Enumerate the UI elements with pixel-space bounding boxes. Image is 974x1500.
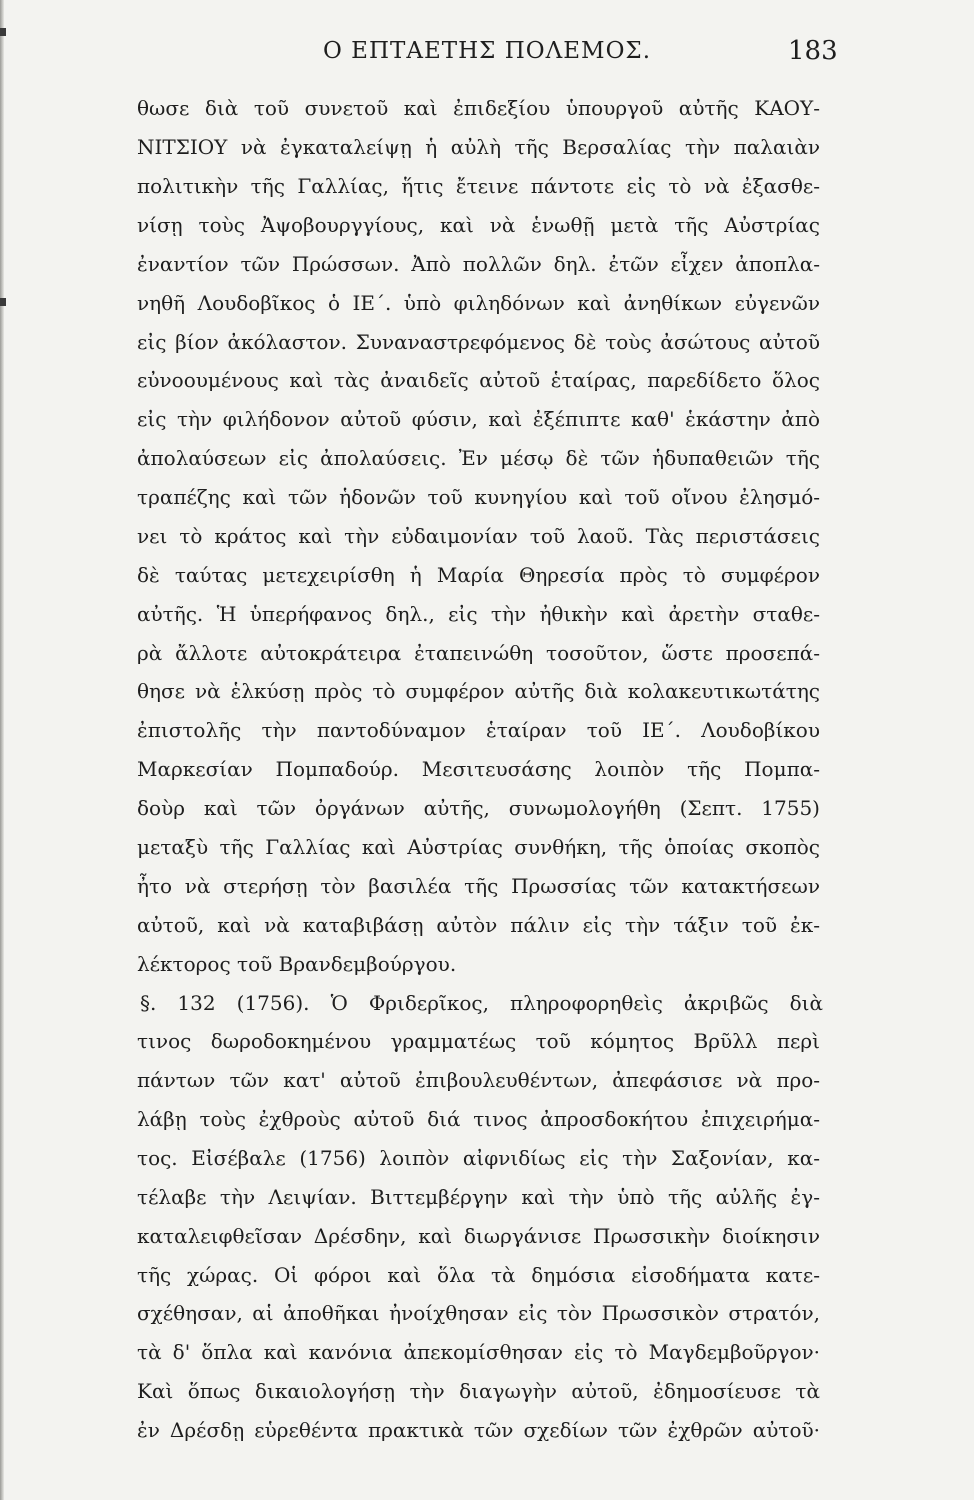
text-line: Μαρκεσίαν Πομπαδούρ. Μεσιτευσάσης λοιπὸν τῆς Πομπα- bbox=[137, 757, 820, 781]
text-line: νηθῆ Λουδοβῖκος ὁ ΙΕ΄. ὑπὸ φιληδόνων καὶ ἀνηθίκων εὐγενῶν bbox=[137, 291, 820, 315]
text-line: ἦτο νὰ στερήσῃ τὸν βασιλέα τῆς Πρωσσίας τῶν κατακτήσεων bbox=[137, 874, 820, 898]
text-line: τινος δωροδοκημένου γραμματέως τοῦ κόμητος Βρῦλλ περὶ bbox=[137, 1029, 820, 1053]
running-header: Ο ΕΠΤΑΕΤΗΣ ΠΟΛΕΜΟΣ. bbox=[322, 38, 652, 64]
text-line: Καὶ ὅπως δικαιολογήσῃ τὴν διαγωγὴν αὐτοῦ, ἐδημοσίευσε τὰ bbox=[137, 1379, 820, 1403]
text-line: τὰ δ' ὅπλα καὶ κανόνια ἀπεκομίσθησαν εἰς τὸ Μαγδεμβοῦργον· bbox=[137, 1340, 820, 1364]
text-line: πάντων τῶν κατ' αὐτοῦ ἐπιβουλευθέντων, ἀπεφάσισε νὰ προ- bbox=[137, 1068, 820, 1092]
text-line: ἐναντίον τῶν Πρώσσων. Ἀπὸ πολλῶν δηλ. ἐτῶν εἶχεν ἀποπλα- bbox=[137, 252, 820, 276]
text-line: δὲ ταύτας μετεχειρίσθη ἡ Μαρία Θηρεσία πρὸς τὸ συμφέρον bbox=[137, 563, 820, 587]
text-line: ΝΙΤΣΙΟΥ νὰ ἐγκαταλείψῃ ἡ αὐλὴ τῆς Βερσαλίας τὴν παλαιὰν bbox=[137, 135, 820, 159]
text-line: λάβῃ τοὺς ἐχθροὺς αὐτοῦ διά τινος ἀπροσδοκήτου ἐπιχειρήμα- bbox=[137, 1107, 820, 1131]
text-line: νει τὸ κράτος καὶ τὴν εὐδαιμονίαν τοῦ λαοῦ. Τὰς περιστάσεις bbox=[137, 524, 820, 548]
text-line: δοὺρ καὶ τῶν ὀργάνων αὐτῆς, συνωμολογήθη (Σεπτ. 1755) bbox=[137, 796, 820, 820]
text-line: μεταξὺ τῆς Γαλλίας καὶ Αὐστρίας συνθήκη, τῆς ὁποίας σκοπὸς bbox=[137, 835, 820, 859]
text-line: ρὰ ἄλλοτε αὐτοκράτειρα ἐταπεινώθη τοσοῦτον, ὥστε προσεπά- bbox=[137, 641, 820, 665]
text-line: νίσῃ τοὺς Ἀψοβουργγίους, καὶ νὰ ἑνωθῇ μετὰ τῆς Αὐστρίας bbox=[137, 213, 820, 237]
binding-edge bbox=[0, 0, 4, 1500]
text-line: πολιτικὴν τῆς Γαλλίας, ἥτις ἔτεινε πάντοτε εἰς τὸ νὰ ἐξασθε- bbox=[137, 174, 820, 198]
text-line: τῆς χώρας. Οἱ φόροι καὶ ὅλα τὰ δημόσια εἰσοδήματα κατε- bbox=[137, 1263, 820, 1287]
text-line: ἐν Δρέσδῃ εὑρεθέντα πρακτικὰ τῶν σχεδίων τῶν ἐχθρῶν αὐτοῦ· bbox=[137, 1418, 820, 1442]
text-line: καταλειφθεῖσαν Δρέσδην, καὶ διωργάνισε Πρωσσικὴν διοίκησιν bbox=[137, 1224, 820, 1248]
binding-mark bbox=[0, 28, 6, 36]
text-line: τος. Εἰσέβαλε (1756) λοιπὸν αἰφνιδίως εἰς τὴν Σαξονίαν, κα- bbox=[137, 1146, 820, 1170]
text-line: αὐτῆς. Ἡ ὑπερήφανος δηλ., εἰς τὴν ἠθικὴν καὶ ἀρετὴν σταθε- bbox=[137, 602, 820, 626]
text-line: θησε νὰ ἑλκύσῃ πρὸς τὸ συμφέρον αὐτῆς διὰ κολακευτικωτάτης bbox=[137, 679, 820, 703]
section-heading-line: §. 132 (1756). Ὁ Φριδερῖκος, πληροφορηθεὶς ἀκριβῶς διὰ bbox=[140, 991, 823, 1015]
text-line: αὐτοῦ, καὶ νὰ καταβιβάσῃ αὐτὸν πάλιν εἰς τὴν τάξιν τοῦ ἐκ- bbox=[137, 913, 820, 937]
binding-mark bbox=[0, 298, 6, 306]
page-number: 183 bbox=[788, 36, 838, 66]
text-line: εἰς τὴν φιλήδονον αὐτοῦ φύσιν, καὶ ἐξέπιπτε καθ' ἑκάστην ἀπὸ bbox=[137, 407, 820, 431]
text-line: ἀπολαύσεων εἰς ἀπολαύσεις. Ἐν μέσῳ δὲ τῶν ἡδυπαθειῶν τῆς bbox=[137, 446, 820, 470]
text-line: εὐνοουμένους καὶ τὰς ἀναιδεῖς αὐτοῦ ἑταίρας, παρεδίδετο ὅλος bbox=[137, 368, 820, 392]
text-line: σχέθησαν, αἱ ἀποθῆκαι ἠνοίχθησαν εἰς τὸν Πρωσσικὸν στρατόν, bbox=[137, 1301, 820, 1325]
text-line: θωσε διὰ τοῦ συνετοῦ καὶ ἐπιδεξίου ὑπουργοῦ αὐτῆς ΚΑΟΥ- bbox=[137, 96, 820, 120]
text-line: εἰς βίον ἀκόλαστον. Συναναστρεφόμενος δὲ τοὺς ἀσώτους αὐτοῦ bbox=[137, 330, 820, 354]
text-line: ἐπιστολῆς τὴν παντοδύναμον ἑταίραν τοῦ ΙΕ΄. Λουδοβίκου bbox=[137, 718, 820, 742]
text-line: τέλαβε τὴν Λειψίαν. Βιττεμβέργην καὶ τὴν ὑπὸ τῆς αὐλῆς ἐγ- bbox=[137, 1185, 820, 1209]
text-line: τραπέζης καὶ τῶν ἡδονῶν τοῦ κυνηγίου καὶ τοῦ οἴνου ἐλησμό- bbox=[137, 485, 820, 509]
text-line: λέκτορος τοῦ Βρανδεμβούργου. bbox=[137, 952, 457, 976]
